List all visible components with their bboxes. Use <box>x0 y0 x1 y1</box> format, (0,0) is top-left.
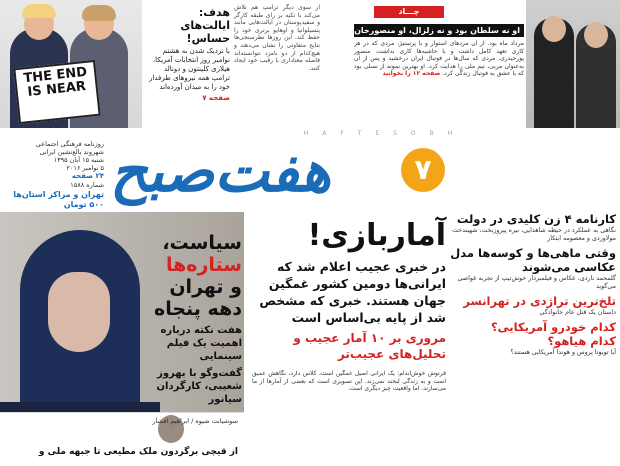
issue-number: شماره ۱۵۸۸ <box>70 181 104 189</box>
feature-title-line-red: ستاره‌ها <box>165 254 242 276</box>
feature-title-line: سیاست، <box>162 232 242 254</box>
lead-deck: در خبری عجیب اعلام شد که ایرانی‌ها دومین کشور غمگین جهان هستند. خبری که مشخص شد از پایه بی‌اساس است <box>259 259 446 325</box>
paper-type: روزنامه فرهنگی اجتماعی <box>35 140 104 148</box>
issue-date-gregorian: ۵ نوامبر ۲۰۱۶ <box>66 164 104 172</box>
feature-subtitle: هفت نکته درباره اهمیت یک فیلم سینمایی <box>160 325 242 362</box>
page-count: ۲۴ صفحه <box>71 172 104 180</box>
election-page-ref: صفحه ۷ <box>202 94 230 102</box>
end-is-near-sign: THE END IS NEAR <box>13 60 100 124</box>
lead-headline: آماربازی! <box>307 218 446 253</box>
election-teaser[interactable] <box>146 6 230 103</box>
lead-kicker: مروری بر ۱۰ آمار عجیب و تحلیل‌های عجیب‌تر <box>293 331 446 361</box>
lead-story[interactable] <box>252 212 446 466</box>
brief-headline[interactable]: کدام خودرو آمریکایی؟ <box>490 320 616 334</box>
election-headline: هدف: ایالت‌های حساس! <box>180 6 230 45</box>
feature-subtitle: گفت‌وگو با بهروز شعیبی، کارگردان سیانور <box>156 368 242 405</box>
logo-wordmark: هفت‌صبح <box>110 137 332 205</box>
column-teaser[interactable] <box>0 412 244 466</box>
brief-summary: داستان یک قتل عام خانوادگی <box>539 309 616 316</box>
brief-headline[interactable]: وقتی ماهی‌ها و کوسه‌ها مدل عکاسی می‌شوند <box>450 246 616 274</box>
brief-headline[interactable]: کدام هیاهو؟ <box>547 334 616 348</box>
newspaper-logo[interactable] <box>110 138 455 204</box>
brief-headline[interactable]: کارنامه ۴ زن کلیدی در دولت <box>456 212 616 226</box>
brief-headline[interactable]: تلخ‌ترین تراژدی در تهرانسر <box>463 294 616 308</box>
issue-date: شنبه ۱۵ آبان ۱۳۹۵ <box>53 156 104 164</box>
issue-info <box>4 140 104 210</box>
lead-body: فرنوش خوش‌اندام: یک ایرانی اصیل غمگین است، کلاس دارد، نگاهش عمیق است و به زندگی لبخند نمی‌زند. این تصویری است که بعضی از آمارها از ما می‌سازند. اما واقعیت چیز دیگری است. <box>252 370 446 393</box>
feature-title-line: و تهران <box>169 276 242 298</box>
election-body: با نزدیک شدن به هشتم نوامبر روز انتخابات آمریکا، هیلاری کلینتون و دونالد ترامپ همه نیروهای طرفدار خود را به میدان آورده‌اند <box>149 47 230 91</box>
logo-number: ۷ <box>401 148 445 192</box>
top-story-photo <box>526 0 620 128</box>
news-briefs <box>450 212 620 466</box>
top-story-ref: صفحه ۱۲ را بخوانید <box>382 70 441 78</box>
election-photo <box>0 0 142 128</box>
brief-summary: گلمحمد ناردی، عکاس و فیلمبردار خوش‌تیپ از تجربه غواصی می‌گوید <box>457 275 616 290</box>
top-story[interactable] <box>322 0 620 130</box>
column-headline: از قیچی برگردون ملک مطیعی تا جبهه ملی و <box>38 447 238 457</box>
issue-price: تهران و مراکز استان‌ها ۵۰۰ تومان <box>13 190 104 209</box>
column-caption: سوشیانت شیوه / ابراهیم افشار <box>152 417 238 425</box>
brief-summary: نگاهی به عملکرد در حیطه شاهدایی، نیره پیروزبخت، شهیندخت مولاوردی و معصومه ابتکار <box>452 227 616 242</box>
feature-title-line: دهه پنجاه <box>154 298 242 320</box>
section-banner: چـــاد <box>374 6 444 18</box>
site-strip: HAFTESOBH <box>303 130 467 137</box>
election-story-body: از سوی دیگر ترامپ هم تلاش می‌کند با تکیه بر رای طبقه کارگر و سفیدپوستان در ایالت‌هایی مانند پنسیلوانیا و اوهایو برتری خود را حفظ کند. این روزها نظرسنجی‌ها نتایج متفاوتی را نشان می‌دهند و هیچ‌کدام از دو نامزد نتوانسته‌اند فاصله معناداری با رقیب خود ایجاد کنند. <box>234 4 320 72</box>
paper-tagline: شهروند بالغ‌نشین ایرانی <box>39 148 104 156</box>
brief-summary: آیا تویوتا پروس و هوندا آمریکایی هستند؟ <box>510 349 616 356</box>
cinema-feature[interactable] <box>134 232 242 406</box>
top-story-title: او نه سلطان بود و نه زلزال، او منصورخان بود <box>354 24 524 37</box>
face-shape <box>48 272 110 352</box>
top-story-body: مرداد ماه بود. از آن مردهای استوار و با پرستیژ، مردی که در هر کاری تعهد کامل داشت و با حاشیه‌ها کاری نداشت. منصور پورحیدری، مردی که سال‌ها در فوتبال ایران درخشید و پس از آن به‌عنوان مربی، تیم ملی را هدایت کرد. او بهترین نمونه از نسلی بود که با عشق به فوتبال زندگی کرد. صفحه ۱۲ را بخوانید <box>354 40 524 78</box>
